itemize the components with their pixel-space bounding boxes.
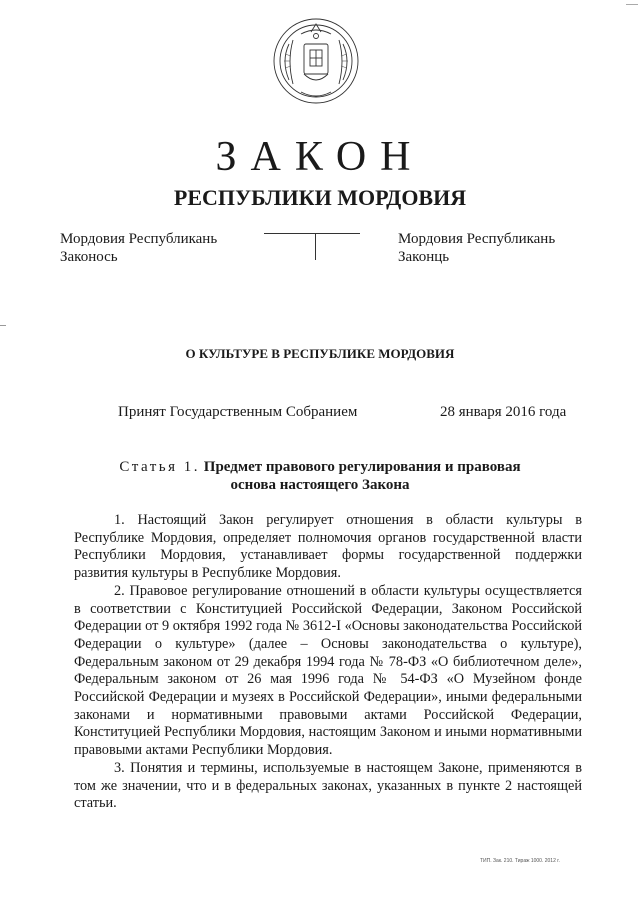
erzya-heading-right-line1: Мордовия Республикань	[398, 231, 556, 247]
article-paragraph-2: 2. Правовое регулирование отношений в области культуры осуществляется в соответствии с Конституцией Российской Федерации, Законом Российской Федерации от 9 октября 1992 года № 3612-I «Основы законодательства Российской Федерации о культуре» (далее – Основы законодательства о культуре), Федеральным законом от 29 декабря 1994 года № 78-ФЗ «О библиотечном деле», Федеральным законом от 26 мая 1996 года № 54-ФЗ «О Музейном фонде Российской Федерации и музеях в Российской Федерации», иными федеральными законами и нормативными правовыми актами Российской Федерации, Конституцией Республики Мордовия, настоящим Законом и иными нормативными правовыми актами Республики Мордовия.	[74, 582, 582, 759]
erzya-heading-right-line2: Законць	[398, 249, 450, 265]
article-body	[74, 512, 582, 813]
article-number: Статья 1.	[119, 459, 201, 475]
article-title-line2: основа настоящего Закона	[230, 477, 410, 493]
law-name: О КУЛЬТУРЕ В РЕСПУБЛИКЕ МОРДОВИЯ	[185, 346, 455, 361]
article-title-line1: Предмет правового регулирования и правовая	[203, 459, 521, 475]
coat-of-arms-icon	[271, 14, 361, 106]
adoption-date: 28 января 2016 года	[440, 404, 567, 420]
article-paragraph-3: 3. Понятия и термины, используемые в настоящем Законе, применяются в том же значении, что и в федеральных законах, указанных в пункте 2 настоящей статьи.	[74, 759, 582, 812]
moksha-heading-left-line2: Законось	[60, 249, 118, 265]
corner-mark	[626, 4, 638, 5]
adoption-statement: Принят Государственным Собранием	[118, 404, 358, 420]
header-divider-horizontal	[264, 233, 360, 234]
header-divider-vertical	[315, 234, 316, 260]
erzya-heading-right	[398, 230, 555, 266]
document-subtitle: РЕСПУБЛИКИ МОРДОВИЯ	[173, 185, 467, 210]
margin-mark	[0, 325, 6, 326]
document-title: ЗАКОН	[215, 134, 425, 180]
moksha-heading-left-line1: Мордовия Республикань	[60, 231, 218, 247]
article-heading	[0, 458, 640, 494]
article-paragraph-1: 1. Настоящий Закон регулирует отношения в области культуры в Республике Мордовия, определяет полномочия органов государственной власти Республики Мордовия, устанавливает формы государственной поддержки развития культуры в Республике Мордовия.	[74, 512, 582, 582]
moksha-heading-left	[60, 230, 217, 266]
print-imprint: ТИП. Зак. 210. Тираж 1000. 2012 г.	[480, 858, 560, 864]
